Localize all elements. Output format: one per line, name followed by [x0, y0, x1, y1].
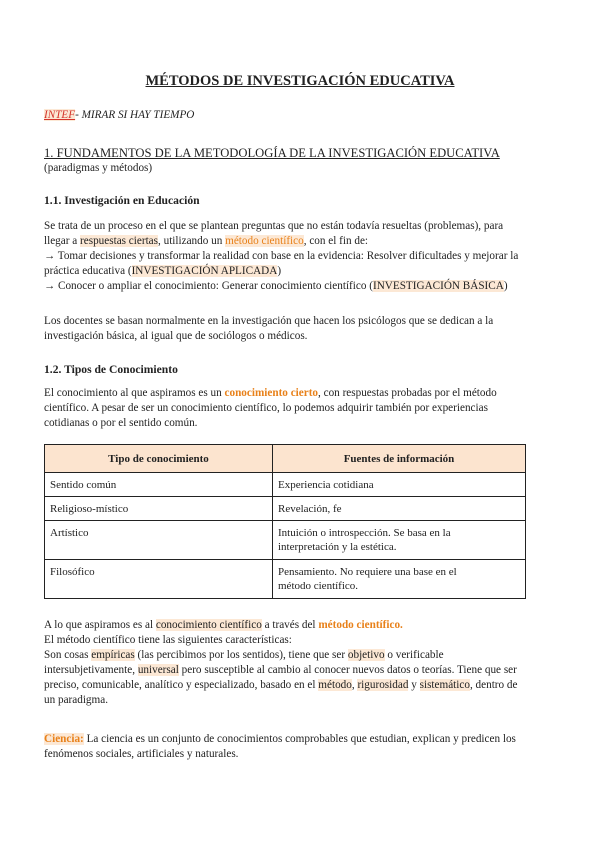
line: Los docentes se basan normalmente en la investigación que hacen los psicólogos que se dedican a la — [44, 315, 494, 327]
table-header-row — [45, 445, 526, 473]
line: A lo que aspiramos es al conocimiento científico a través del método científico. — [44, 619, 403, 631]
knowledge-table — [44, 444, 526, 599]
line: Son cosas empíricas (las percibimos por los sentidos), tiene que ser objetivo o verificable — [44, 649, 444, 661]
table-cell: Artístico — [45, 521, 273, 560]
ciencia-paragraph — [44, 732, 564, 762]
table-row — [45, 497, 526, 521]
table-cell: Pensamiento. No requiere una base en el método científico. — [273, 560, 526, 599]
table-cell: Revelación, fe — [273, 497, 526, 521]
table-cell: Religioso-místico — [45, 497, 273, 521]
highlight-metodo: método científico — [225, 235, 304, 247]
highlight-objetivo: objetivo — [347, 649, 385, 661]
intef-note — [44, 108, 564, 123]
line: → Tomar decisiones y transformar la realidad con base en la evidencia: Resolver dificultades y mejorar la — [44, 250, 519, 262]
section1-subheading: (paradigmas y métodos) — [44, 162, 153, 174]
characteristics-paragraph — [44, 618, 564, 708]
table-header: Tipo de conocimiento — [45, 445, 273, 473]
line: llegar a respuestas ciertas, utilizando un método científico, con el fin de: — [44, 235, 369, 247]
line: Ciencia: La ciencia es un conjunto de conocimientos comprobables que estudian, explican y predicen los — [44, 733, 516, 745]
section-1-1-heading: 1.1. Investigación en Educación — [44, 194, 200, 207]
line: El conocimiento al que aspiramos es un conocimiento cierto, con respuestas probadas por el método — [44, 387, 497, 399]
page-title: MÉTODOS DE INVESTIGACIÓN EDUCATIVA — [145, 73, 455, 89]
ciencia-label: Ciencia: — [44, 733, 84, 745]
table-cell: Experiencia cotidiana — [273, 473, 526, 497]
highlight-empiricas: empíricas — [91, 649, 135, 661]
intef-note-text: - MIRAR SI HAY TIEMPO — [75, 109, 195, 121]
highlight-conocimiento-cierto: conocimiento cierto — [224, 387, 319, 399]
highlight-aplicada: INVESTIGACIÓN APLICADA — [131, 265, 278, 277]
table-row — [45, 560, 526, 599]
line: un paradigma. — [44, 694, 108, 706]
line: científico. A pesar de ser un conocimiento científico, lo podemos adquirir también por experiencias — [44, 402, 488, 414]
section-1-2-heading: 1.2. Tipos de Conocimiento — [44, 363, 178, 376]
table-cell: Intuición o introspección. Se basa en la interpretación y la estética. — [273, 521, 526, 560]
highlight-respuestas: respuestas ciertas — [80, 235, 158, 247]
section-1-2-paragraph — [44, 386, 564, 431]
line: preciso, comunicable, analítico y especializado, basado en el método, rigurosidad y sistemático, dentro de — [44, 679, 518, 691]
table-row — [45, 521, 526, 560]
highlight-universal: universal — [137, 664, 179, 676]
line: Se trata de un proceso en el que se plantean preguntas que no están todavía resueltas (problemas), para — [44, 220, 504, 232]
line: intersubjetivamente, universal pero susceptible al cambio al conocer nuevos datos o teorías. Tiene que ser — [44, 664, 517, 676]
table-row — [45, 473, 526, 497]
highlight-metodo-cientifico: método científico. — [318, 619, 403, 631]
line: fenómenos sociales, artificiales y naturales. — [44, 748, 239, 760]
section1-heading: 1. FUNDAMENTOS DE LA METODOLOGÍA DE LA INVESTIGACIÓN EDUCATIVA — [44, 146, 500, 160]
line: El método científico tiene las siguientes características: — [44, 634, 292, 646]
intef-tag: INTEF — [44, 109, 76, 121]
highlight-basica: INVESTIGACIÓN BÁSICA — [372, 280, 504, 292]
table-cell: Filosófico — [45, 560, 273, 599]
highlight-conocimiento-cientifico: conocimiento científico — [155, 619, 262, 631]
table-cell: Sentido común — [45, 473, 273, 497]
line: investigación básica, al igual que de sociólogos o médicos. — [44, 330, 308, 342]
table-header: Fuentes de información — [273, 445, 526, 473]
highlight-sistematico: sistemático — [419, 679, 470, 691]
line: cotidianas o por el sentido común. — [44, 417, 198, 429]
line: → Conocer o ampliar el conocimiento: Generar conocimiento científico (INVESTIGACIÓN BÁSICA) — [44, 280, 508, 292]
section1 — [44, 146, 564, 176]
highlight-metodo-word: método — [318, 679, 352, 691]
highlight-rigurosidad: rigurosidad — [357, 679, 409, 691]
section-1-1-paragraph-2 — [44, 314, 564, 344]
section-1-1-paragraph — [44, 219, 564, 294]
line: práctica educativa (INVESTIGACIÓN APLICADA) — [44, 265, 282, 277]
